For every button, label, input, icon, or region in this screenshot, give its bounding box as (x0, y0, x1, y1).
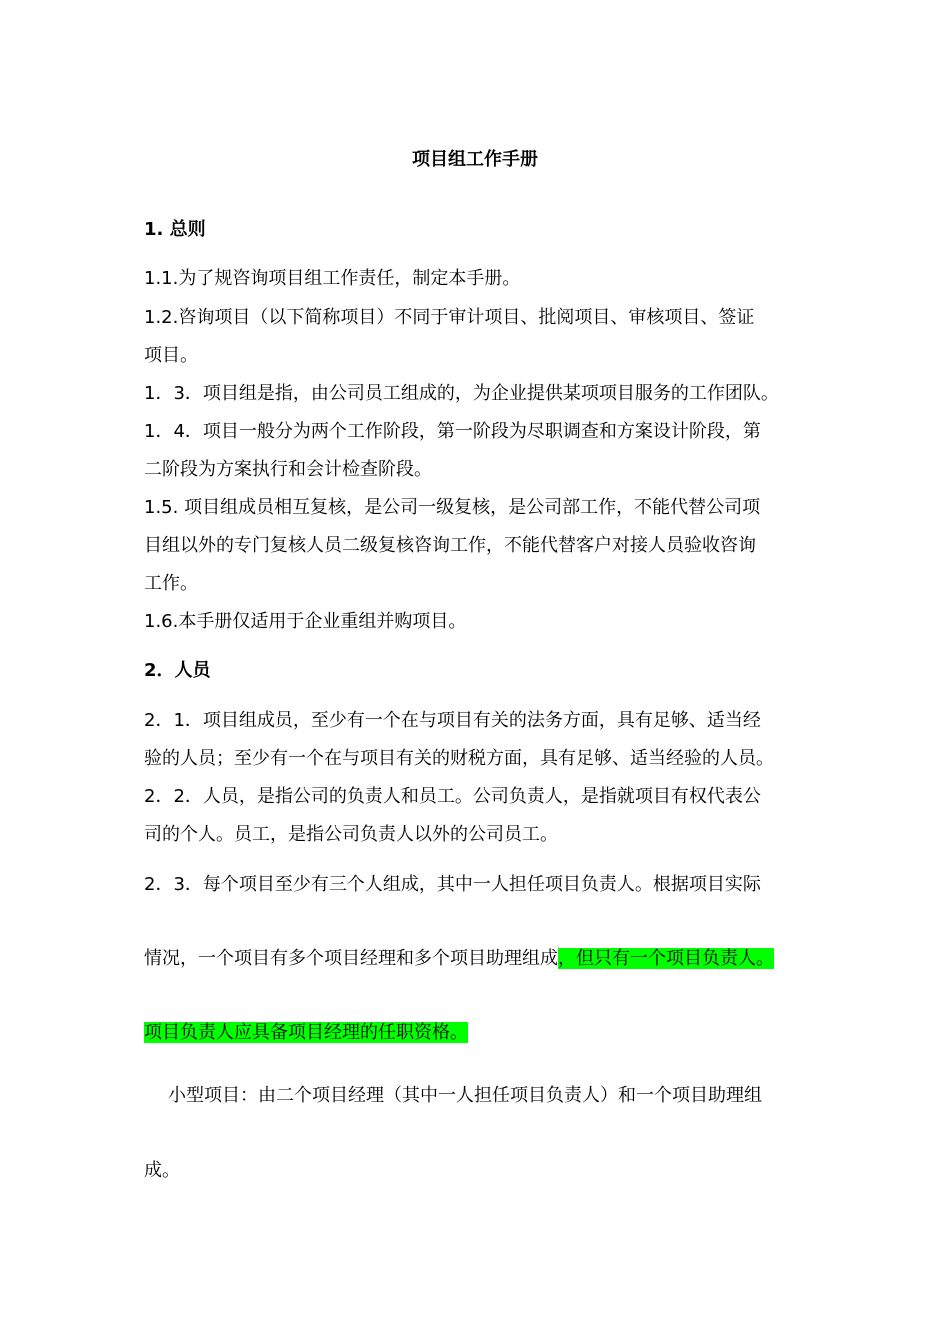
paragraph-line: 项目。 (144, 345, 198, 366)
paragraph-line: 目组以外的专门复核人员二级复核咨询工作，不能代替客户对接人员验收咨询 (144, 535, 756, 556)
paragraph-line: 司的个人。员工，是指公司负责人以外的公司员工。 (144, 824, 558, 845)
paragraph-line: 1.2.咨询项目（以下简称项目）不同于审计项目、批阅项目、审核项目、签证 (144, 307, 755, 328)
paragraph-line: 2．1．项目组成员，至少有一个在与项目有关的法务方面，具有足够、适当经 (144, 710, 761, 731)
paragraph-line-highlighted (144, 1021, 468, 1045)
paragraph-line: 2．3．每个项目至少有三个人组成，其中一人担任项目负责人。根据项目实际 (144, 874, 761, 895)
highlighted-text: ，但只有一个项目负责人。 (558, 948, 774, 969)
paragraph-line: 二阶段为方案执行和会计检查阶段。 (144, 459, 432, 480)
document-title: 项目组工作手册 (412, 149, 538, 170)
section-heading-personnel: 2．人员 (144, 660, 211, 681)
paragraph-line: 验的人员；至少有一个在与项目有关的财税方面，具有足够、适当经验的人员。 (144, 748, 774, 769)
paragraph-line: 2．2．人员，是指公司的负责人和员工。公司负责人，是指就项目有权代表公 (144, 786, 761, 807)
section-heading-general: 1. 总则 (144, 219, 206, 240)
paragraph-line: 工作。 (144, 573, 198, 594)
paragraph-line: 成。 (144, 1160, 180, 1181)
highlighted-text: 项目负责人应具备项目经理的任职资格。 (144, 1022, 468, 1043)
paragraph-line: 1.1.为了规咨询项目组工作责任，制定本手册。 (144, 268, 521, 289)
paragraph-line: 1．3．项目组是指，由公司员工组成的，为企业提供某项项目服务的工作团队。 (144, 383, 779, 404)
plain-text: 情况，一个项目有多个项目经理和多个项目助理组成 (144, 948, 558, 969)
paragraph-line: 小型项目：由二个项目经理（其中一人担任项目负责人）和一个项目助理组 (168, 1085, 762, 1106)
paragraph-line-mixed (144, 947, 774, 971)
paragraph-line: 1．4．项目一般分为两个工作阶段，第一阶段为尽职调查和方案设计阶段，第 (144, 421, 761, 442)
paragraph-line: 1.6.本手册仅适用于企业重组并购项目。 (144, 611, 467, 632)
paragraph-line: 1.5. 项目组成员相互复核，是公司一级复核，是公司部工作，不能代替公司项 (144, 497, 761, 518)
